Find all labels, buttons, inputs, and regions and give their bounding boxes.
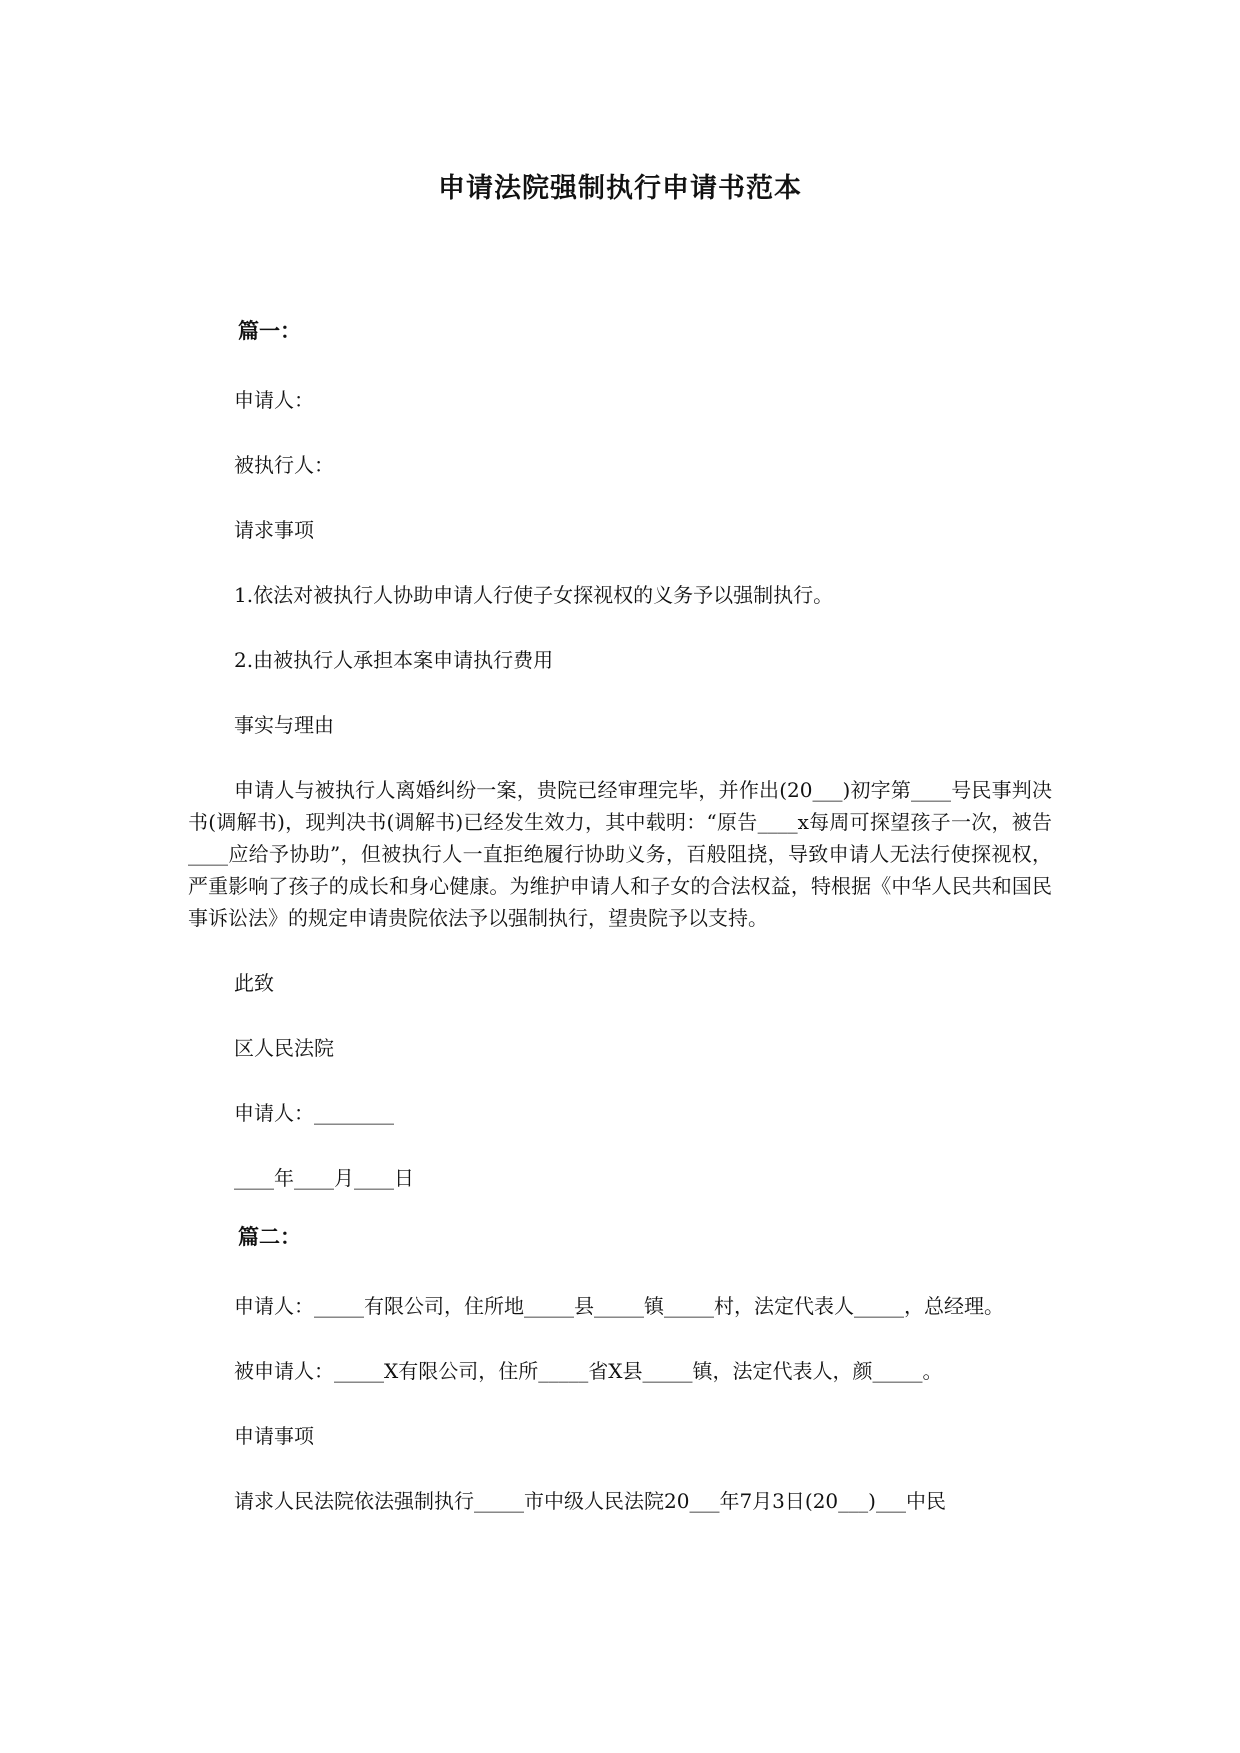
part1-respondent: 被执行人： bbox=[234, 453, 334, 477]
part1-request-2: 2.由被执行人承担本案申请执行费用 bbox=[234, 648, 554, 672]
document-body bbox=[188, 318, 1052, 1550]
part1-request-1: 1.依法对被执行人协助申请人行使子女探视权的义务予以强制执行。 bbox=[234, 583, 834, 607]
part1-court: 区人民法院 bbox=[234, 1036, 334, 1060]
part1-salutation: 此致 bbox=[234, 971, 274, 995]
part2-heading: 篇二： bbox=[238, 1224, 301, 1249]
part2-respondent: 被申请人：_____X有限公司，住所_____省X县_____镇，法定代表人，颜_____。 bbox=[234, 1359, 943, 1383]
part1-signature: 申请人：________ bbox=[234, 1101, 394, 1125]
part2-applicant: 申请人：_____有限公司，住所地_____县_____镇_____村，法定代表人_____，总经理。 bbox=[234, 1294, 1004, 1318]
part2-request-body: 请求人民法院依法强制执行_____市中级人民法院20___年7月3日(20___)___中民 bbox=[234, 1489, 946, 1513]
part1-heading: 篇一： bbox=[238, 318, 301, 343]
document-title: 申请法院强制执行申请书范本 bbox=[438, 173, 802, 204]
part1-date: ____年____月____日 bbox=[234, 1166, 414, 1190]
part1-facts-heading: 事实与理由 bbox=[234, 713, 334, 737]
part1-facts-body: 申请人与被执行人离婚纠纷一案，贵院已经审理完毕，并作出(20___)初字第____号民事判决书(调解书)，现判决书(调解书)已经发生效力，其中载明：“原告____x每周可探望孩子一次，被告____应给予协助”，但被执行人一直拒绝履行协助义务，百般阻挠，导致申请人无法行使探视权，严重影响了孩子的成长和身心健康。为维护申请人和子女的合法权益，特根据《中华人民共和国民事诉讼法》的规定申请贵院依法予以强制执行，望贵院予以支持。 bbox=[188, 778, 1052, 930]
part1-request-heading: 请求事项 bbox=[234, 518, 314, 542]
part2-request-heading: 申请事项 bbox=[234, 1424, 314, 1448]
part1-applicant: 申请人： bbox=[234, 388, 314, 412]
